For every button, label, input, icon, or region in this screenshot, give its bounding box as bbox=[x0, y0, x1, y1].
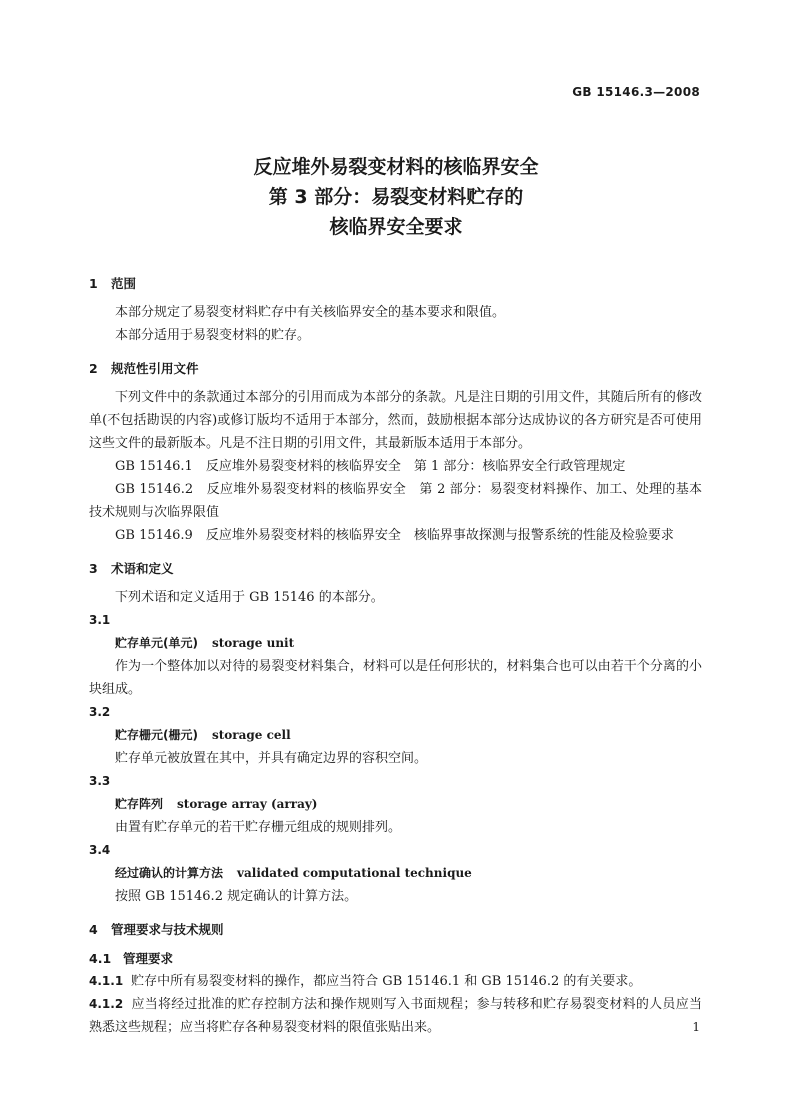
term-definition: 贮存单元被放置在其中，并具有确定边界的容积空间。 bbox=[115, 751, 428, 766]
term-cn: 经过确认的计算方法 bbox=[115, 866, 224, 880]
term-name bbox=[89, 632, 702, 655]
section-number: 2 bbox=[89, 361, 98, 376]
section-title: 规范性引用文件 bbox=[111, 361, 199, 376]
document-title bbox=[0, 152, 792, 242]
term-entry bbox=[89, 609, 702, 701]
paragraph: 下列文件中的条款通过本部分的引用而成为本部分的条款。凡是注日期的引用文件，其随后所有的修改单(不包括勘误的内容)或修订版均不适用于本部分，然而，鼓励根据本部分达成协议的各方研究是否可使用这些文件的最新版本。凡是不注日期的引用文件，其最新版本适用于本部分。 bbox=[89, 390, 702, 451]
clause-text: 贮存中所有易裂变材料的操作，都应当符合 GB 15146.1 和 GB 15146.2 的有关要求。 bbox=[131, 974, 642, 989]
paragraph: 下列术语和定义适用于 GB 15146 的本部分。 bbox=[115, 590, 384, 605]
clause-number: 4.1.2 bbox=[89, 997, 124, 1011]
term-number: 3.4 bbox=[89, 843, 111, 857]
term-number: 3.3 bbox=[89, 774, 111, 788]
clause-4-1-1 bbox=[89, 970, 702, 993]
term-number: 3.1 bbox=[89, 613, 111, 627]
section-title: 术语和定义 bbox=[111, 561, 174, 576]
clause-number: 4.1.1 bbox=[89, 974, 124, 988]
section-number: 1 bbox=[89, 276, 98, 291]
term-entry bbox=[89, 839, 702, 908]
paragraph: 本部分适用于易裂变材料的贮存。 bbox=[115, 328, 311, 343]
section-heading-scope bbox=[89, 272, 702, 295]
term-en: storage cell bbox=[211, 728, 291, 742]
clause-text: 应当将经过批准的贮存控制方法和操作规则写入书面规程；参与转移和贮存易裂变材料的人员应当熟悉这些规程；应当将贮存各种易裂变材料的限值张贴出来。 bbox=[89, 997, 702, 1035]
term-entry bbox=[89, 770, 702, 839]
section-heading-requirements bbox=[89, 918, 702, 941]
title-line-3: 核临界安全要求 bbox=[329, 216, 463, 238]
page-number: 1 bbox=[692, 1020, 700, 1034]
section-title: 管理要求与技术规则 bbox=[111, 922, 224, 937]
subsection-title: 管理要求 bbox=[123, 951, 174, 966]
term-cn: 贮存阵列 bbox=[115, 797, 164, 811]
section-heading-normative-references bbox=[89, 357, 702, 380]
term-entry bbox=[89, 701, 702, 770]
term-definition: 按照 GB 15146.2 规定确认的计算方法。 bbox=[115, 889, 358, 904]
term-name bbox=[89, 793, 702, 816]
clause-4-1-2 bbox=[89, 993, 702, 1039]
title-line-1: 反应堆外易裂变材料的核临界安全 bbox=[253, 156, 539, 178]
reference-item: GB 15146.2 反应堆外易裂变材料的核临界安全 第 2 部分：易裂变材料操作、加工、处理的基本技术规则与次临界限值 bbox=[89, 482, 702, 520]
standard-number: GB 15146.3—2008 bbox=[572, 85, 700, 99]
term-en: storage array (array) bbox=[177, 797, 318, 811]
term-cn: 贮存栅元(栅元) bbox=[115, 728, 198, 742]
document-body bbox=[89, 272, 702, 1039]
subsection-number: 4.1 bbox=[89, 951, 112, 966]
section-heading-terms bbox=[89, 557, 702, 580]
term-definition: 作为一个整体加以对待的易裂变材料集合，材料可以是任何形状的，材料集合也可以由若干个分离的小块组成。 bbox=[89, 659, 702, 697]
title-line-2: 第 3 部分：易裂变材料贮存的 bbox=[268, 186, 524, 208]
term-en: validated computational technique bbox=[237, 866, 472, 880]
term-name bbox=[89, 862, 702, 885]
term-cn: 贮存单元(单元) bbox=[115, 636, 198, 650]
paragraph: 本部分规定了易裂变材料贮存中有关核临界安全的基本要求和限值。 bbox=[115, 305, 506, 320]
section-title: 范围 bbox=[111, 276, 137, 291]
reference-item: GB 15146.1 反应堆外易裂变材料的核临界安全 第 1 部分：核临界安全行政管理规定 bbox=[115, 459, 626, 474]
term-number: 3.2 bbox=[89, 705, 111, 719]
term-definition: 由置有贮存单元的若干贮存栅元组成的规则排列。 bbox=[115, 820, 402, 835]
term-name bbox=[89, 724, 702, 747]
section-number: 3 bbox=[89, 561, 98, 576]
term-en: storage unit bbox=[211, 636, 295, 650]
subsection-heading bbox=[89, 947, 702, 970]
section-number: 4 bbox=[89, 922, 98, 937]
reference-item: GB 15146.9 反应堆外易裂变材料的核临界安全 核临界事故探测与报警系统的性能及检验要求 bbox=[115, 528, 674, 543]
